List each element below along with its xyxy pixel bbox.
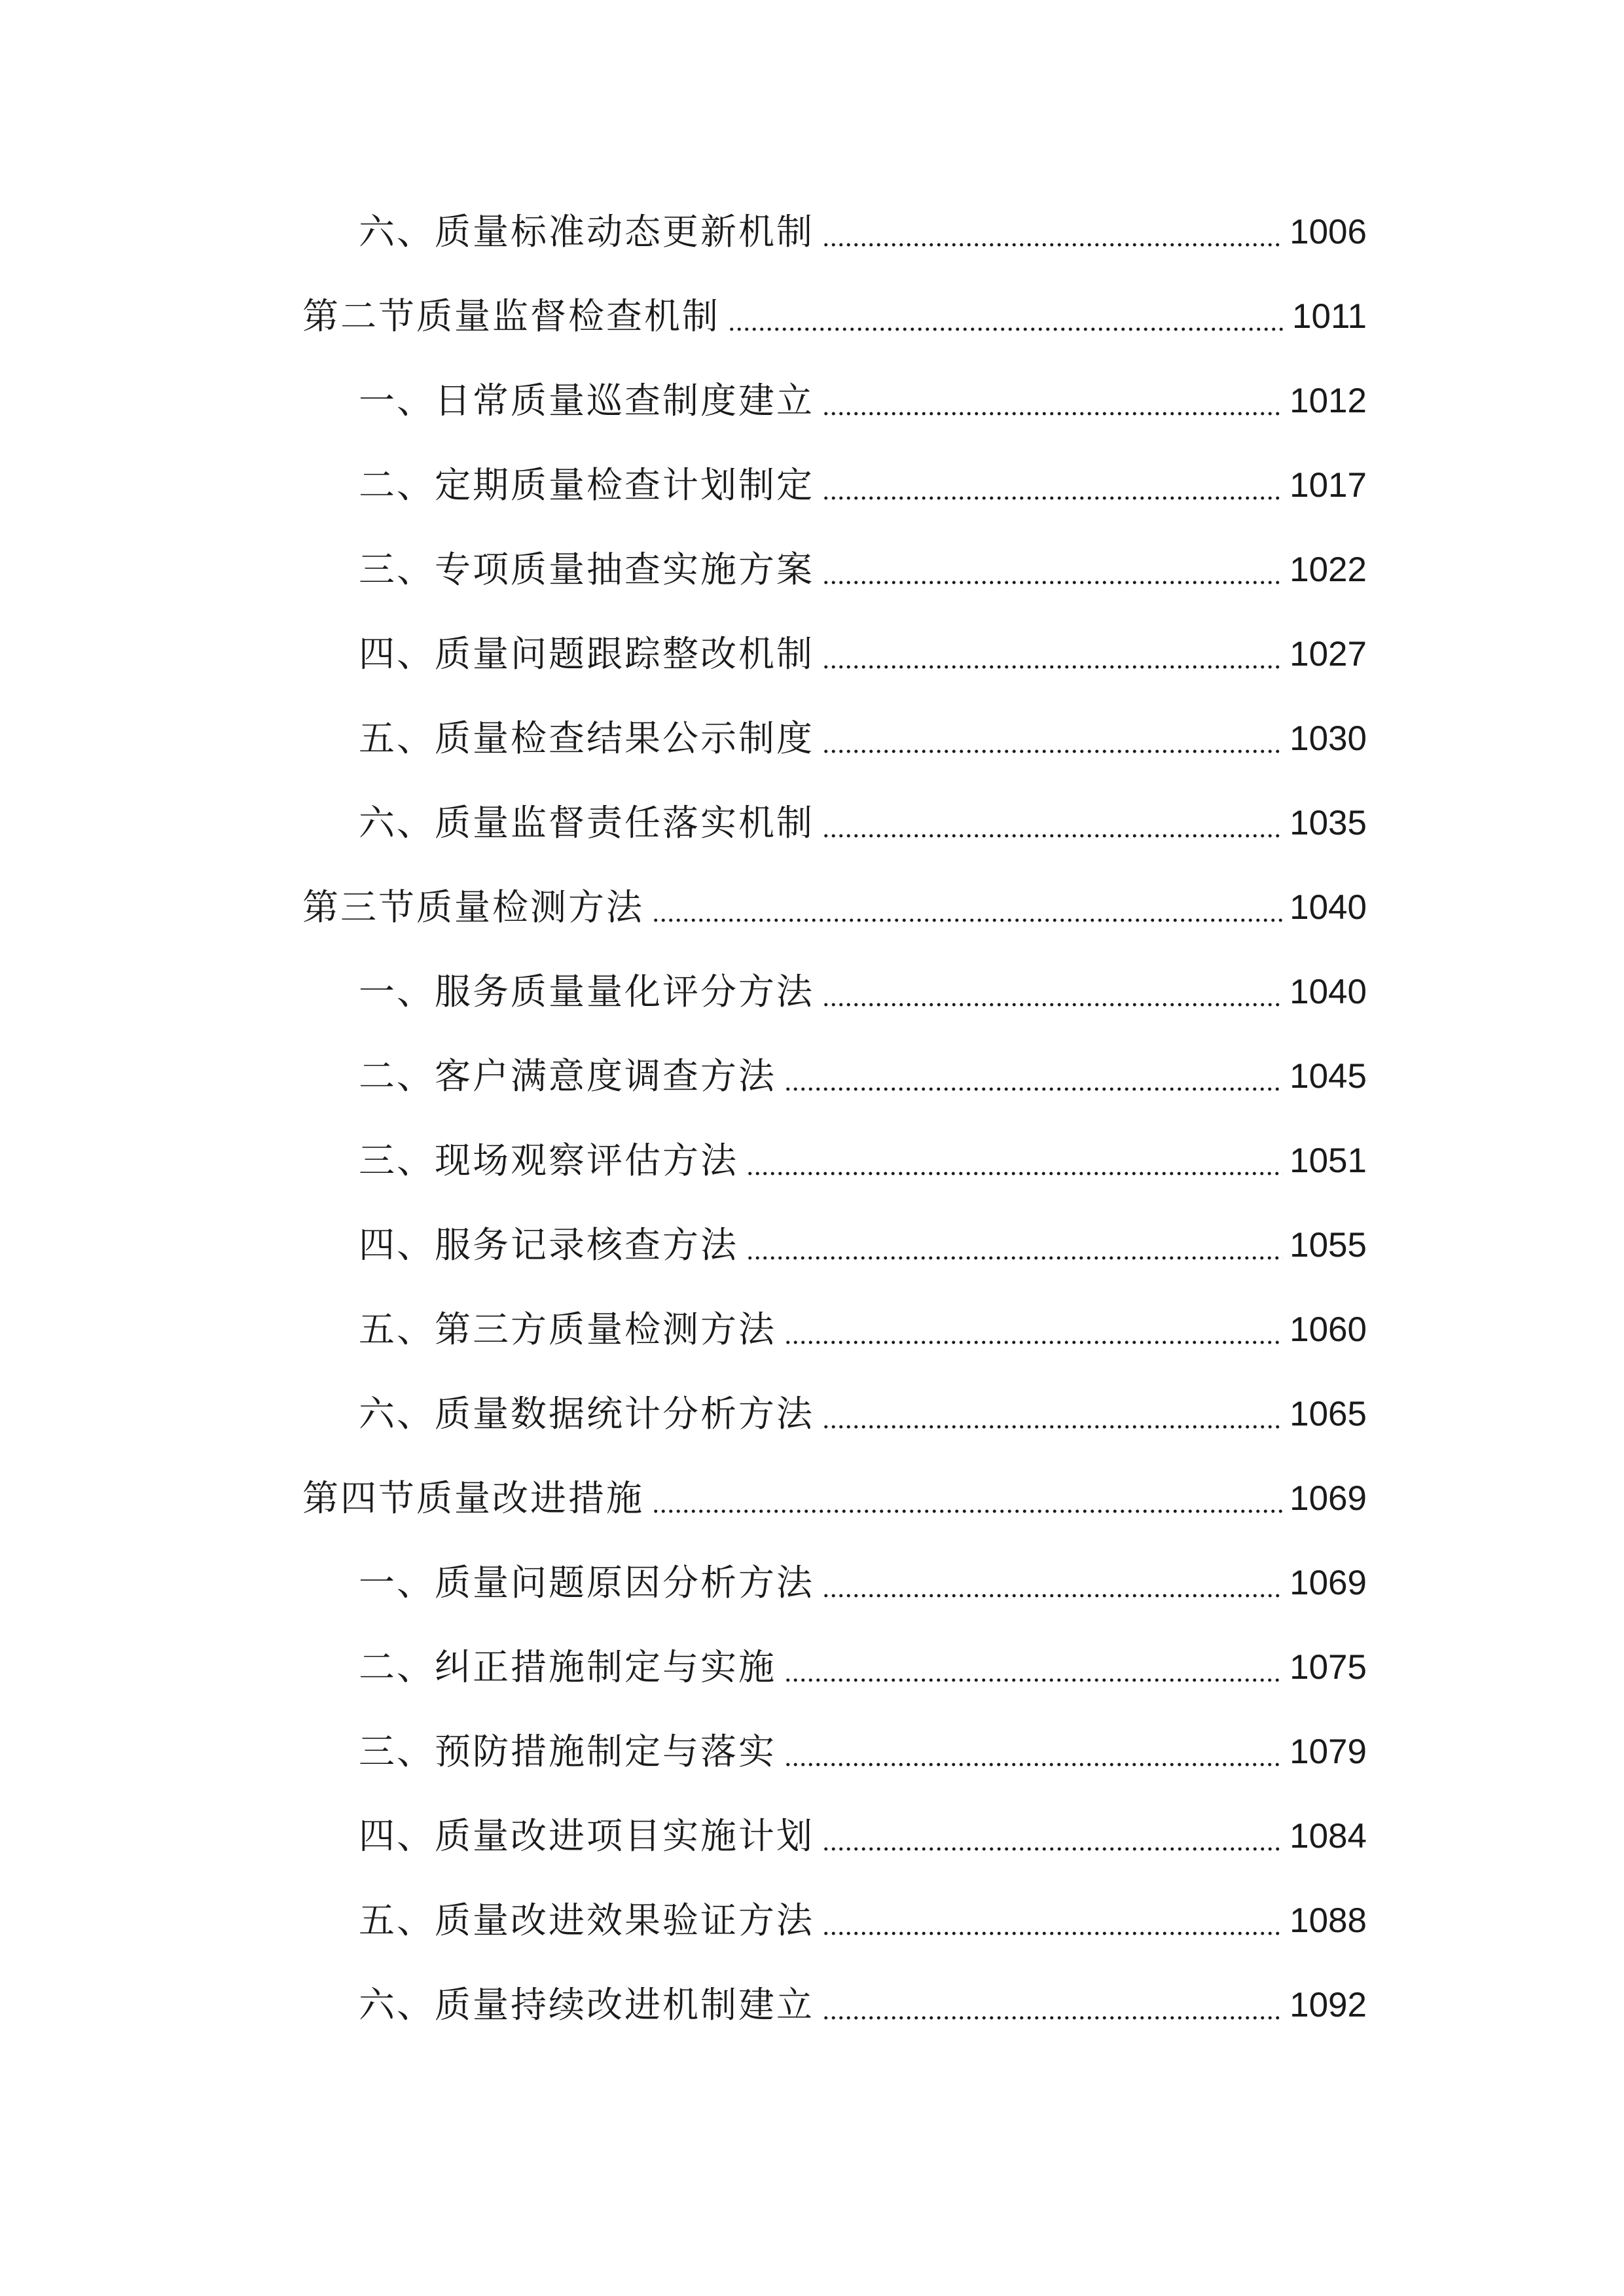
toc-page-number: 1055 xyxy=(1290,1226,1367,1265)
toc-page-number: 1040 xyxy=(1290,973,1367,1011)
toc-dot-leader xyxy=(822,1425,1283,1429)
toc-dot-leader xyxy=(822,243,1283,247)
toc-entry-title: 第二节质量监督检查机制 xyxy=(302,295,721,337)
toc-page-number: 1017 xyxy=(1290,466,1367,505)
toc-entry[interactable] xyxy=(0,1625,1624,1710)
toc-page-number: 1006 xyxy=(1290,213,1367,251)
toc-entry-title: 第四节质量改进措施 xyxy=(302,1477,645,1519)
toc-page-number: 1069 xyxy=(1290,1479,1367,1518)
table-of-contents xyxy=(0,190,1624,2047)
toc-dot-leader xyxy=(822,749,1283,753)
toc-dot-leader xyxy=(822,1847,1283,1851)
toc-entry[interactable] xyxy=(0,359,1624,443)
toc-page-number: 1065 xyxy=(1290,1395,1367,1433)
toc-dot-leader xyxy=(784,1763,1283,1767)
toc-dot-leader xyxy=(652,918,1283,922)
toc-entry-title: 一、日常质量巡查制度建立 xyxy=(359,380,815,422)
toc-dot-leader xyxy=(822,834,1283,838)
toc-page-number: 1011 xyxy=(1292,297,1367,336)
toc-entry-title: 三、预防措施制定与落实 xyxy=(359,1731,777,1772)
toc-dot-leader xyxy=(822,1594,1283,1598)
toc-page-number: 1075 xyxy=(1290,1648,1367,1687)
toc-entry-title: 六、质量监督责任落实机制 xyxy=(359,802,815,844)
toc-entry-title: 六、质量标准动态更新机制 xyxy=(359,211,815,253)
toc-entry[interactable] xyxy=(0,612,1624,696)
toc-entry-title: 四、质量问题跟踪整改机制 xyxy=(359,633,815,675)
toc-page-number: 1069 xyxy=(1290,1564,1367,1602)
toc-entry-title: 四、服务记录核查方法 xyxy=(359,1224,739,1266)
toc-page-number: 1027 xyxy=(1290,635,1367,673)
toc-entry[interactable] xyxy=(0,1034,1624,1119)
toc-dot-leader xyxy=(822,665,1283,669)
toc-entry[interactable] xyxy=(0,1372,1624,1456)
toc-dot-leader xyxy=(822,581,1283,584)
toc-entry[interactable] xyxy=(0,443,1624,528)
toc-dot-leader xyxy=(784,1087,1283,1091)
toc-entry[interactable] xyxy=(0,1710,1624,1794)
toc-page-number: 1045 xyxy=(1290,1057,1367,1096)
toc-entry-title: 五、第三方质量检测方法 xyxy=(359,1308,777,1350)
toc-page-number: 1092 xyxy=(1290,1986,1367,2024)
toc-section-heading[interactable] xyxy=(0,274,1624,359)
toc-page-number: 1060 xyxy=(1290,1310,1367,1349)
toc-dot-leader xyxy=(822,2016,1283,2020)
toc-entry-title: 六、质量持续改进机制建立 xyxy=(359,1984,815,2026)
toc-entry[interactable] xyxy=(0,528,1624,612)
toc-entry[interactable] xyxy=(0,696,1624,781)
toc-entry-title: 五、质量检查结果公示制度 xyxy=(359,717,815,759)
toc-page-number: 1022 xyxy=(1290,550,1367,589)
toc-page-number: 1051 xyxy=(1290,1141,1367,1180)
toc-section-heading[interactable] xyxy=(0,1456,1624,1541)
toc-dot-leader xyxy=(784,1340,1283,1344)
toc-entry-title: 一、服务质量量化评分方法 xyxy=(359,971,815,1013)
toc-entry[interactable] xyxy=(0,1541,1624,1625)
toc-entry-title: 二、定期质量检查计划制定 xyxy=(359,464,815,506)
toc-page-number: 1084 xyxy=(1290,1817,1367,1856)
toc-entry[interactable] xyxy=(0,190,1624,274)
toc-dot-leader xyxy=(822,1931,1283,1935)
toc-dot-leader xyxy=(728,327,1286,331)
toc-page-number: 1035 xyxy=(1290,804,1367,842)
toc-dot-leader xyxy=(746,1172,1283,1175)
toc-entry-title: 一、质量问题原因分析方法 xyxy=(359,1562,815,1604)
toc-entry-title: 二、纠正措施制定与实施 xyxy=(359,1646,777,1688)
toc-entry-title: 四、质量改进项目实施计划 xyxy=(359,1815,815,1857)
toc-entry-title: 六、质量数据统计分析方法 xyxy=(359,1393,815,1435)
toc-entry[interactable] xyxy=(0,1963,1624,2047)
toc-dot-leader xyxy=(746,1256,1283,1260)
toc-entry[interactable] xyxy=(0,1878,1624,1963)
toc-section-heading[interactable] xyxy=(0,865,1624,950)
toc-entry[interactable] xyxy=(0,950,1624,1034)
toc-entry[interactable] xyxy=(0,1203,1624,1287)
toc-entry-title: 三、专项质量抽查实施方案 xyxy=(359,548,815,590)
toc-entry-title: 三、现场观察评估方法 xyxy=(359,1139,739,1181)
toc-entry[interactable] xyxy=(0,781,1624,865)
toc-dot-leader xyxy=(822,496,1283,500)
toc-page-number: 1079 xyxy=(1290,1732,1367,1771)
toc-entry-title: 五、质量改进效果验证方法 xyxy=(359,1899,815,1941)
toc-dot-leader xyxy=(652,1509,1283,1513)
toc-entry[interactable] xyxy=(0,1794,1624,1878)
toc-page-number: 1030 xyxy=(1290,719,1367,758)
toc-entry[interactable] xyxy=(0,1287,1624,1372)
toc-dot-leader xyxy=(784,1678,1283,1682)
toc-page-number: 1012 xyxy=(1290,382,1367,420)
toc-dot-leader xyxy=(822,412,1283,416)
toc-entry-title: 二、客户满意度调查方法 xyxy=(359,1055,777,1097)
toc-page-number: 1088 xyxy=(1290,1901,1367,1940)
toc-entry-title: 第三节质量检测方法 xyxy=(302,886,645,928)
toc-page-number: 1040 xyxy=(1290,888,1367,927)
toc-entry[interactable] xyxy=(0,1119,1624,1203)
toc-dot-leader xyxy=(822,1003,1283,1007)
